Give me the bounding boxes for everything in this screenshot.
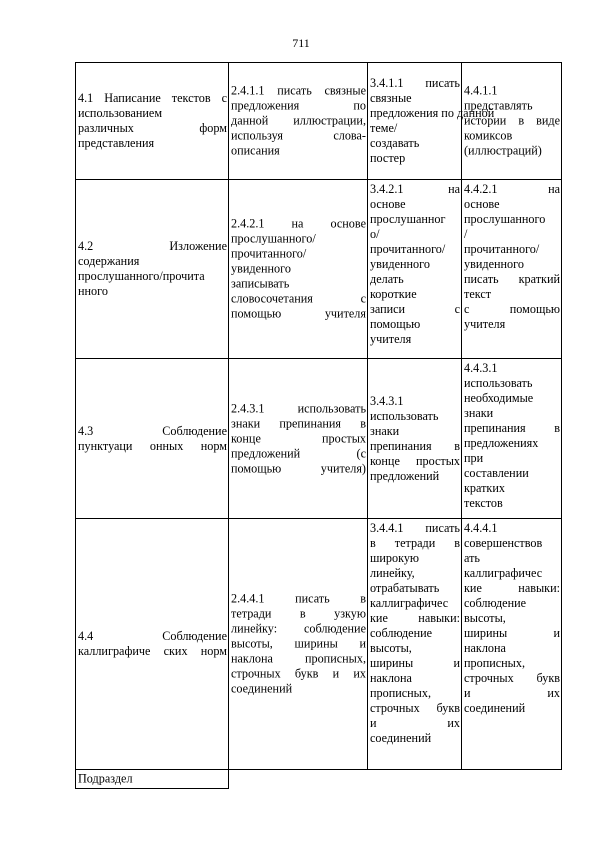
cell-text-line: высоты, ширины и xyxy=(231,636,366,651)
grade3-objective-cell xyxy=(367,518,462,770)
cell-text-line: 2.4.3.1 использовать xyxy=(231,401,366,415)
cell-text-line: увиденного xyxy=(370,257,430,271)
cell-text-line: увиденного xyxy=(464,257,524,271)
cell-text-line: комиксов xyxy=(464,128,513,143)
cell-text-line: необходимые xyxy=(464,391,534,405)
cell-text-line: прочитанного/ xyxy=(370,242,446,256)
cell-text-line: использованием xyxy=(78,106,163,120)
cell-text-line: представлять xyxy=(464,98,533,113)
cell-text-line: помощью учителя) xyxy=(231,461,366,475)
cell-text-line: 3.4.4.1 писать xyxy=(370,521,460,535)
cell-text-line: предложения по данной xyxy=(370,106,495,120)
cell-text-line: записи с xyxy=(370,302,460,316)
cell-text-line: нного xyxy=(78,284,108,298)
cell-text-line: прослушанного xyxy=(464,212,546,226)
cell-text-line: линейку: соблюдение xyxy=(231,621,366,636)
cell-text-line: прослушанног xyxy=(370,212,446,226)
cell-text-line: кратких xyxy=(464,481,505,495)
cell-text-line: строчных букв xyxy=(464,671,560,685)
cell-text-line: 4.4 Соблюдение xyxy=(78,629,227,643)
cell-text-line: строчных букв и их xyxy=(231,666,366,681)
cell-text-line: прослушанного/прочита xyxy=(78,269,205,283)
cell-text-line: и их xyxy=(464,686,560,700)
cell-text-line: постер xyxy=(370,151,406,165)
grade2-objective-cell xyxy=(228,62,368,180)
cell-text-line: связные xyxy=(370,91,412,105)
cell-text-line: предложений (с xyxy=(231,446,366,460)
cell-text-line: основе xyxy=(464,197,500,211)
cell-text-line: писать краткий xyxy=(464,272,560,286)
cell-text-line: (иллюстраций) xyxy=(464,143,542,158)
cell-text-line: и их xyxy=(370,716,460,730)
cell-text-line: увиденного xyxy=(231,261,291,276)
cell-text-line: / xyxy=(464,227,468,241)
cell-text-line: короткие xyxy=(370,287,417,301)
cell-text-line: 4.4.4.1 xyxy=(464,521,498,535)
cell-text-line: делать xyxy=(370,272,404,286)
cell-text-line: содержания xyxy=(78,254,140,268)
cell-text-line: 2.4.2.1 на основе xyxy=(231,216,366,231)
grade3-objective-cell xyxy=(367,358,462,519)
grade4-objective-cell xyxy=(461,179,562,359)
cell-text-line: соблюдение xyxy=(464,596,527,610)
cell-text-line: словосочетания с xyxy=(231,291,366,306)
cell-text-line: используя слова- xyxy=(231,128,366,143)
cell-text-line: текстов xyxy=(464,496,503,510)
cell-text-line: текст xyxy=(464,287,492,301)
cell-text-line: ать xyxy=(464,551,480,565)
cell-text-line: знаки xyxy=(370,423,400,438)
cell-text-line: каллиграфиче ских норм xyxy=(78,644,227,658)
cell-text-line: помощью учителя xyxy=(231,306,366,321)
cell-text-line: 3.4.3.1 xyxy=(370,393,404,408)
topic-cell xyxy=(75,518,229,770)
cell-text-line: прописных, xyxy=(464,656,526,670)
cell-text-line: при xyxy=(464,451,484,465)
cell-text-line: прослушанного/ xyxy=(231,231,316,246)
topic-cell xyxy=(75,179,229,359)
grade2-objective-cell xyxy=(228,358,368,519)
cell-text-line: наклона xyxy=(464,641,506,655)
cell-text-line: 2.4.1.1 писать связные xyxy=(231,83,366,98)
cell-text-line: прочитанного/ xyxy=(464,242,540,256)
cell-text-line: препинания в xyxy=(370,438,460,453)
cell-text-line: предложений xyxy=(370,468,440,483)
cell-text-line: тетради в узкую xyxy=(231,606,366,621)
page-number: 711 xyxy=(292,36,310,50)
cell-text-line: о/ xyxy=(370,227,380,241)
cell-text-line: прописных, xyxy=(370,686,432,700)
cell-text-line: различных форм xyxy=(78,121,227,135)
cell-text-line: кие навыки: xyxy=(370,611,460,625)
cell-text-line: записывать xyxy=(231,276,290,291)
cell-text-line: предложениях xyxy=(464,436,539,450)
cell-text-line: 3.4.1.1 писать xyxy=(370,76,460,90)
cell-text-line: учителя xyxy=(464,317,506,331)
cell-text-line: строчных букв xyxy=(370,701,460,715)
grade4-objective-cell xyxy=(461,62,562,180)
cell-text-line: данной иллюстрации, xyxy=(231,113,366,128)
grade4-objective-cell xyxy=(461,358,562,519)
cell-text-line: пунктуаци онных норм xyxy=(78,438,227,453)
cell-text-line: 4.4.1.1 xyxy=(464,83,498,98)
cell-text-line: истории в виде xyxy=(464,113,560,128)
cell-text-line: препинания в xyxy=(464,421,560,435)
cell-text-line: ширины и xyxy=(464,626,560,640)
cell-text-line: прочитанного/ xyxy=(231,246,307,261)
cell-text-line: знаки xyxy=(464,406,494,420)
cell-text-line: знаки препинания в xyxy=(231,416,366,430)
cell-text-line: отрабатывать xyxy=(370,581,440,595)
cell-text-line: использовать xyxy=(464,376,533,390)
grade3-objective-cell xyxy=(367,179,462,359)
cell-text-line: в тетради в xyxy=(370,536,460,550)
cell-text-line: 2.4.4.1 писать в xyxy=(231,591,366,606)
cell-text-line: соединений xyxy=(231,681,293,696)
cell-text-line: высоты, xyxy=(464,611,506,625)
grade2-objective-cell xyxy=(228,179,368,359)
grade2-objective-cell xyxy=(228,518,368,770)
cell-text-line: конце простых xyxy=(370,453,460,468)
topic-cell xyxy=(75,62,229,180)
cell-text-line: использовать xyxy=(370,408,439,423)
cell-text-line: наклона прописных, xyxy=(231,651,366,666)
cell-text-line: каллиграфичес xyxy=(464,566,543,580)
cell-text-line: учителя xyxy=(370,332,412,346)
cell-text-line: 4.2 Изложение xyxy=(78,239,227,253)
cell-text-line: совершенствов xyxy=(464,536,543,550)
cell-text-line: представления xyxy=(78,136,155,150)
cell-text-line: высоты, xyxy=(370,641,412,655)
grade4-objective-cell xyxy=(461,518,562,770)
cell-text-line: соблюдение xyxy=(370,626,433,640)
cell-text-line: 4.3 Соблюдение xyxy=(78,423,227,438)
cell-text-line: ширины и xyxy=(370,656,460,670)
subsection-label: Подраздел xyxy=(78,771,133,786)
topic-cell xyxy=(75,358,229,519)
cell-text-line: соединений xyxy=(464,701,526,715)
cell-text-line: основе xyxy=(370,197,406,211)
cell-text-line: создавать xyxy=(370,136,420,150)
cell-text-line: широкую xyxy=(370,551,420,565)
cell-text-line: теме/ xyxy=(370,121,398,135)
cell-text-line: линейку, xyxy=(370,566,415,580)
cell-text-line: наклона xyxy=(370,671,412,685)
cell-text-line: конце простых xyxy=(231,431,366,445)
cell-text-line: 4.4.3.1 xyxy=(464,361,498,375)
cell-text-line: предложения по xyxy=(231,98,366,113)
cell-text-line: помощью xyxy=(370,317,421,331)
subsection-label-cell xyxy=(75,769,229,789)
cell-text-line: кие навыки: xyxy=(464,581,560,595)
cell-text-line: 3.4.2.1 на xyxy=(370,182,460,196)
cell-text-line: составлении xyxy=(464,466,529,480)
cell-text-line: с помощью xyxy=(464,302,560,316)
cell-text-line: каллиграфичес xyxy=(370,596,449,610)
cell-text-line: описания xyxy=(231,143,280,158)
cell-text-line: 4.4.2.1 на xyxy=(464,182,560,196)
cell-text-line: 4.1 Написание текстов с xyxy=(78,91,227,105)
cell-text-line: соединений xyxy=(370,731,432,745)
